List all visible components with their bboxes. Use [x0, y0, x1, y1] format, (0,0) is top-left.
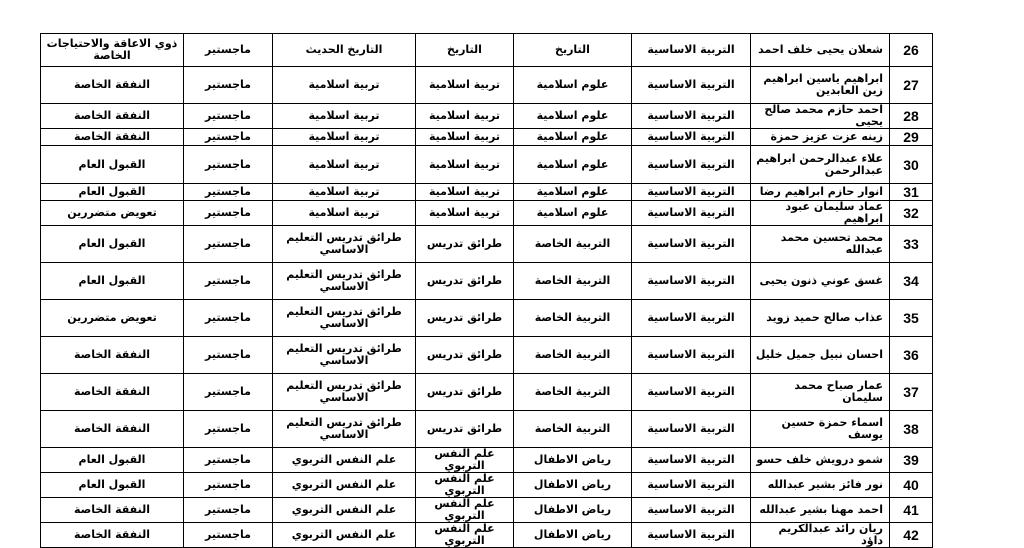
precise-specialization-cell: طرائق تدريس التعليم الاساسي — [273, 374, 416, 411]
table-row — [41, 263, 933, 300]
row-number-cell: 42 — [890, 523, 933, 548]
admission-channel-cell: النفقة الخاصة — [41, 374, 184, 411]
degree-cell: ماجستير — [184, 263, 273, 300]
admission-channel-cell: القبول العام — [41, 473, 184, 498]
department-cell: التاريخ — [514, 34, 632, 67]
degree-cell: ماجستير — [184, 448, 273, 473]
precise-specialization-cell: علم النفس التربوي — [273, 498, 416, 523]
admission-channel-cell: القبول العام — [41, 226, 184, 263]
college-cell: التربية الاساسية — [632, 184, 751, 201]
admission-channel-cell: النفقة الخاصة — [41, 67, 184, 104]
student-name-cell: علاء عبدالرحمن ابراهيم عبدالرحمن — [751, 146, 890, 184]
student-name-cell: احمد حازم محمد صالح يحيى — [751, 104, 890, 129]
department-cell: علوم اسلامية — [514, 146, 632, 184]
college-cell: التربية الاساسية — [632, 34, 751, 67]
admission-channel-cell: النفقة الخاصة — [41, 498, 184, 523]
precise-specialization-cell: طرائق تدريس التعليم الاساسي — [273, 411, 416, 448]
degree-cell: ماجستير — [184, 411, 273, 448]
row-number-cell: 41 — [890, 498, 933, 523]
college-cell: التربية الاساسية — [632, 498, 751, 523]
college-cell: التربية الاساسية — [632, 263, 751, 300]
department-cell: التربية الخاصة — [514, 411, 632, 448]
college-cell: التربية الاساسية — [632, 67, 751, 104]
table-row — [41, 104, 933, 129]
table-row — [41, 146, 933, 184]
college-cell: التربية الاساسية — [632, 448, 751, 473]
college-cell: التربية الاساسية — [632, 201, 751, 226]
admissions-table — [40, 33, 933, 548]
student-name-cell: ريان رائد عبدالكريم داؤد — [751, 523, 890, 548]
department-cell: علوم اسلامية — [514, 201, 632, 226]
student-name-cell: شعلان يحيى خلف احمد — [751, 34, 890, 67]
department-cell: التربية الخاصة — [514, 263, 632, 300]
row-number-cell: 27 — [890, 67, 933, 104]
student-name-cell: نور فائز بشير عبدالله — [751, 473, 890, 498]
college-cell: التربية الاساسية — [632, 411, 751, 448]
row-number-cell: 32 — [890, 201, 933, 226]
row-number-cell: 37 — [890, 374, 933, 411]
specialization-cell: طرائق تدريس — [416, 300, 514, 337]
specialization-cell: طرائق تدريس — [416, 411, 514, 448]
admission-channel-cell: القبول العام — [41, 184, 184, 201]
college-cell: التربية الاساسية — [632, 129, 751, 146]
specialization-cell: التاريخ — [416, 34, 514, 67]
admission-channel-cell: القبول العام — [41, 263, 184, 300]
college-cell: التربية الاساسية — [632, 374, 751, 411]
degree-cell: ماجستير — [184, 226, 273, 263]
table-row — [41, 184, 933, 201]
precise-specialization-cell: التاريخ الحديث — [273, 34, 416, 67]
student-name-cell: عمار صباح محمد سليمان — [751, 374, 890, 411]
table-row — [41, 300, 933, 337]
specialization-cell: تربية اسلامية — [416, 104, 514, 129]
row-number-cell: 35 — [890, 300, 933, 337]
specialization-cell: طرائق تدريس — [416, 263, 514, 300]
department-cell: التربية الخاصة — [514, 226, 632, 263]
row-number-cell: 36 — [890, 337, 933, 374]
specialization-cell: علم النفس التربوي — [416, 473, 514, 498]
degree-cell: ماجستير — [184, 300, 273, 337]
specialization-cell: طرائق تدريس — [416, 374, 514, 411]
college-cell: التربية الاساسية — [632, 146, 751, 184]
row-number-cell: 30 — [890, 146, 933, 184]
precise-specialization-cell: تربية اسلامية — [273, 104, 416, 129]
admission-channel-cell: تعويض متضررين — [41, 201, 184, 226]
table-row — [41, 448, 933, 473]
specialization-cell: طرائق تدريس — [416, 226, 514, 263]
student-name-cell: غسق عوني ذنون يحيى — [751, 263, 890, 300]
department-cell: علوم اسلامية — [514, 67, 632, 104]
college-cell: التربية الاساسية — [632, 104, 751, 129]
table-row — [41, 226, 933, 263]
student-name-cell: ابراهيم ياسين ابراهيم زين العابدين — [751, 67, 890, 104]
row-number-cell: 33 — [890, 226, 933, 263]
admission-channel-cell: النفقة الخاصة — [41, 411, 184, 448]
department-cell: علوم اسلامية — [514, 129, 632, 146]
precise-specialization-cell: تربية اسلامية — [273, 67, 416, 104]
precise-specialization-cell: تربية اسلامية — [273, 201, 416, 226]
specialization-cell: تربية اسلامية — [416, 129, 514, 146]
degree-cell: ماجستير — [184, 184, 273, 201]
precise-specialization-cell: طرائق تدريس التعليم الاساسي — [273, 337, 416, 374]
college-cell: التربية الاساسية — [632, 473, 751, 498]
row-number-cell: 29 — [890, 129, 933, 146]
student-name-cell: محمد تحسين محمد عبدالله — [751, 226, 890, 263]
row-number-cell: 28 — [890, 104, 933, 129]
degree-cell: ماجستير — [184, 34, 273, 67]
specialization-cell: تربية اسلامية — [416, 67, 514, 104]
table-row — [41, 337, 933, 374]
student-name-cell: عذاب صالح حميد زويد — [751, 300, 890, 337]
table-row — [41, 67, 933, 104]
specialization-cell: طرائق تدريس — [416, 337, 514, 374]
admission-channel-cell: النفقة الخاصة — [41, 337, 184, 374]
precise-specialization-cell: تربية اسلامية — [273, 129, 416, 146]
admission-channel-cell: النفقة الخاصة — [41, 129, 184, 146]
degree-cell: ماجستير — [184, 146, 273, 184]
table-row — [41, 411, 933, 448]
specialization-cell: تربية اسلامية — [416, 184, 514, 201]
precise-specialization-cell: طرائق تدريس التعليم الاساسي — [273, 300, 416, 337]
department-cell: علوم اسلامية — [514, 184, 632, 201]
college-cell: التربية الاساسية — [632, 226, 751, 263]
student-name-cell: زينه عزت عزيز حمزة — [751, 129, 890, 146]
student-name-cell: انوار حازم ابراهيم رضا — [751, 184, 890, 201]
table-row — [41, 498, 933, 523]
student-name-cell: عماد سليمان عبود ابراهيم — [751, 201, 890, 226]
degree-cell: ماجستير — [184, 67, 273, 104]
row-number-cell: 38 — [890, 411, 933, 448]
department-cell: التربية الخاصة — [514, 337, 632, 374]
specialization-cell: تربية اسلامية — [416, 201, 514, 226]
degree-cell: ماجستير — [184, 523, 273, 548]
table-body — [41, 34, 933, 548]
degree-cell: ماجستير — [184, 201, 273, 226]
department-cell: التربية الخاصة — [514, 300, 632, 337]
table-row — [41, 523, 933, 548]
specialization-cell: علم النفس التربوي — [416, 448, 514, 473]
row-number-cell: 40 — [890, 473, 933, 498]
table-row — [41, 473, 933, 498]
college-cell: التربية الاساسية — [632, 523, 751, 548]
degree-cell: ماجستير — [184, 473, 273, 498]
college-cell: التربية الاساسية — [632, 300, 751, 337]
precise-specialization-cell: علم النفس التربوي — [273, 448, 416, 473]
degree-cell: ماجستير — [184, 374, 273, 411]
table-row — [41, 201, 933, 226]
admission-channel-cell: تعويض متضررين — [41, 300, 184, 337]
precise-specialization-cell: تربية اسلامية — [273, 146, 416, 184]
table-row — [41, 129, 933, 146]
precise-specialization-cell: تربية اسلامية — [273, 184, 416, 201]
department-cell: رياض الاطفال — [514, 498, 632, 523]
department-cell: رياض الاطفال — [514, 448, 632, 473]
admission-channel-cell: ذوي الاعاقة والاحتياجات الخاصة — [41, 34, 184, 67]
precise-specialization-cell: طرائق تدريس التعليم الاساسي — [273, 226, 416, 263]
admission-channel-cell: القبول العام — [41, 448, 184, 473]
student-name-cell: اسماء حمزة حسين يوسف — [751, 411, 890, 448]
specialization-cell: علم النفس التربوي — [416, 498, 514, 523]
precise-specialization-cell: علم النفس التربوي — [273, 523, 416, 548]
row-number-cell: 26 — [890, 34, 933, 67]
admission-channel-cell: النفقة الخاصة — [41, 523, 184, 548]
precise-specialization-cell: علم النفس التربوي — [273, 473, 416, 498]
department-cell: التربية الخاصة — [514, 374, 632, 411]
degree-cell: ماجستير — [184, 104, 273, 129]
department-cell: رياض الاطفال — [514, 523, 632, 548]
specialization-cell: تربية اسلامية — [416, 146, 514, 184]
admissions-sheet — [40, 33, 933, 548]
student-name-cell: احمد مهنا بشير عبدالله — [751, 498, 890, 523]
table-row — [41, 374, 933, 411]
degree-cell: ماجستير — [184, 129, 273, 146]
department-cell: رياض الاطفال — [514, 473, 632, 498]
specialization-cell: علم النفس التربوي — [416, 523, 514, 548]
precise-specialization-cell: طرائق تدريس التعليم الاساسي — [273, 263, 416, 300]
degree-cell: ماجستير — [184, 498, 273, 523]
admission-channel-cell: النفقة الخاصة — [41, 104, 184, 129]
row-number-cell: 31 — [890, 184, 933, 201]
admission-channel-cell: القبول العام — [41, 146, 184, 184]
student-name-cell: شمو درويش خلف حسو — [751, 448, 890, 473]
student-name-cell: احسان نبيل جميل خليل — [751, 337, 890, 374]
department-cell: علوم اسلامية — [514, 104, 632, 129]
degree-cell: ماجستير — [184, 337, 273, 374]
row-number-cell: 34 — [890, 263, 933, 300]
table-row — [41, 34, 933, 67]
row-number-cell: 39 — [890, 448, 933, 473]
college-cell: التربية الاساسية — [632, 337, 751, 374]
